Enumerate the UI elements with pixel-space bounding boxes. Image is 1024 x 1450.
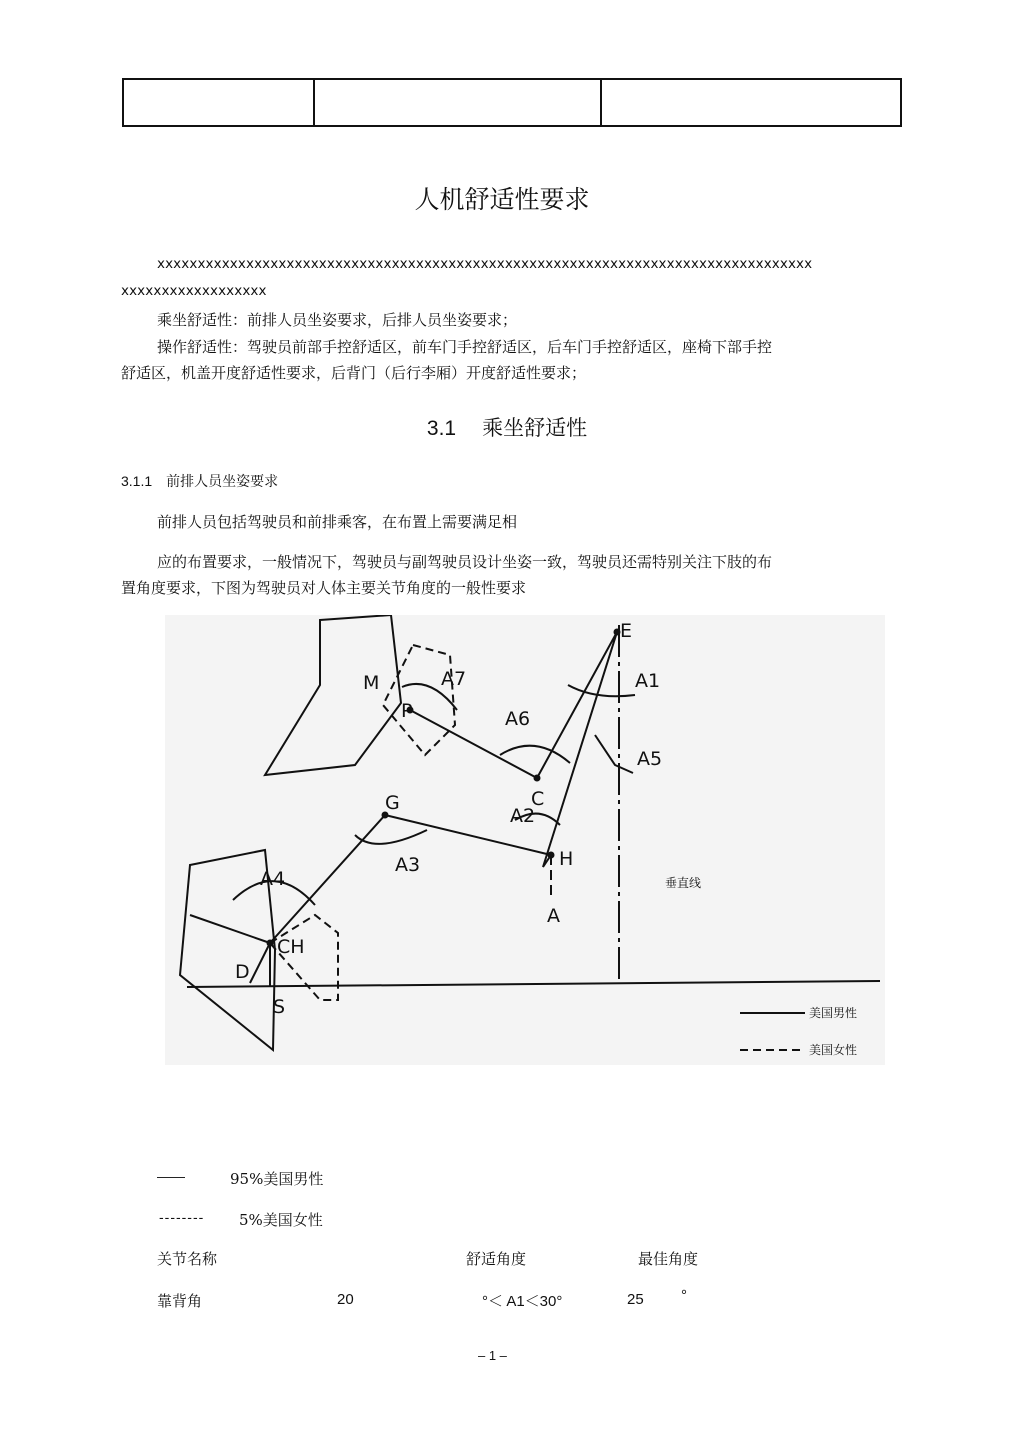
placeholder-text-line-1: xxxxxxxxxxxxxxxxxxxxxxxxxxxxxxxxxxxxxxxxxxxxxxxxxxxxxxxxxxxxxxxxxxxxxxxxxxxxxxxxx xyxy=(157,256,813,272)
table-row-best: 25 xyxy=(627,1291,644,1308)
section-title: 乘坐舒适性 xyxy=(482,416,588,440)
joint-angle-diagram xyxy=(165,615,885,1065)
label-p: P xyxy=(401,700,413,722)
section-number: 3.1 xyxy=(426,417,457,440)
legend-solid-symbol: —— xyxy=(157,1168,185,1184)
legend-dash-symbol: -------- xyxy=(159,1209,205,1225)
table-row-name: 靠背角 xyxy=(157,1292,203,1310)
operate-comfort-text-2: 舒适区，机盖开度舒适性要求，后背门（后行李厢）开度舒适性要求； xyxy=(121,364,587,382)
subsection-heading xyxy=(121,471,278,491)
table-row-range: °＜ A1＜30° xyxy=(482,1293,563,1310)
point-ch-dot xyxy=(267,940,274,947)
body-paragraph-1: 前排人员包括驾驶员和前排乘客，在布置上需要满足相 xyxy=(157,513,518,531)
legend-male-label: 美国男性 xyxy=(809,1006,858,1020)
label-c: C xyxy=(531,788,545,810)
legend-female-label: 美国女性 xyxy=(809,1043,858,1057)
table-header-best: 最佳角度 xyxy=(638,1250,699,1268)
placeholder-text-line-2: xxxxxxxxxxxxxxxxxx xyxy=(121,283,267,299)
label-a: A xyxy=(547,905,560,927)
vertical-line-label: 垂直线 xyxy=(665,876,702,890)
header-cell-2 xyxy=(315,80,602,125)
page-number: – 1 – xyxy=(478,1348,507,1363)
label-g: G xyxy=(385,792,400,814)
label-s: S xyxy=(273,996,286,1018)
operate-comfort-text-1: 操作舒适性：驾驶员前部手控舒适区，前车门手控舒适区，后车门手控舒适区，座椅下部手控 xyxy=(157,338,773,356)
body-paragraph-2-line-2: 置角度要求，下图为驾驶员对人体主要关节角度的一般性要求 xyxy=(121,579,527,597)
page-title: 人机舒适性要求 xyxy=(414,185,590,214)
label-a1: A1 xyxy=(635,670,661,692)
point-h-dot xyxy=(548,852,555,859)
label-a2: A2 xyxy=(510,805,536,827)
table-header-comfort: 舒适角度 xyxy=(466,1250,527,1268)
label-a3: A3 xyxy=(395,854,421,876)
ride-comfort-text: 乘坐舒适性：前排人员坐姿要求，后排人员坐姿要求； xyxy=(157,311,518,329)
label-d: D xyxy=(235,961,250,983)
label-a4: A4 xyxy=(260,868,286,890)
table-header-joint: 关节名称 xyxy=(157,1250,218,1268)
label-a5: A5 xyxy=(637,748,663,770)
label-a6: A6 xyxy=(505,708,531,730)
header-table xyxy=(122,78,902,127)
header-cell-1 xyxy=(124,80,315,125)
legend-female-text: 5%美国女性 xyxy=(239,1211,323,1229)
point-c-dot xyxy=(534,775,541,782)
subsection-number: 3.1.1 xyxy=(121,473,153,489)
label-m: M xyxy=(363,672,380,694)
body-paragraph-2-line-1: 应的布置要求，一般情况下，驾驶员与副驾驶员设计坐姿一致，驾驶员还需特别关注下肢的布 xyxy=(157,553,773,571)
table-row-unit: ° xyxy=(681,1287,687,1304)
label-a7: A7 xyxy=(441,668,467,690)
legend-male-text: 95%美国男性 xyxy=(230,1170,324,1188)
table-row-min: 20 xyxy=(337,1291,354,1308)
subsection-title: 前排人员坐姿要求 xyxy=(166,474,279,490)
header-cell-3 xyxy=(602,80,900,125)
label-ch: CH xyxy=(277,936,305,958)
label-h: H xyxy=(559,848,574,870)
label-e: E xyxy=(620,620,633,642)
section-heading xyxy=(0,412,1014,442)
